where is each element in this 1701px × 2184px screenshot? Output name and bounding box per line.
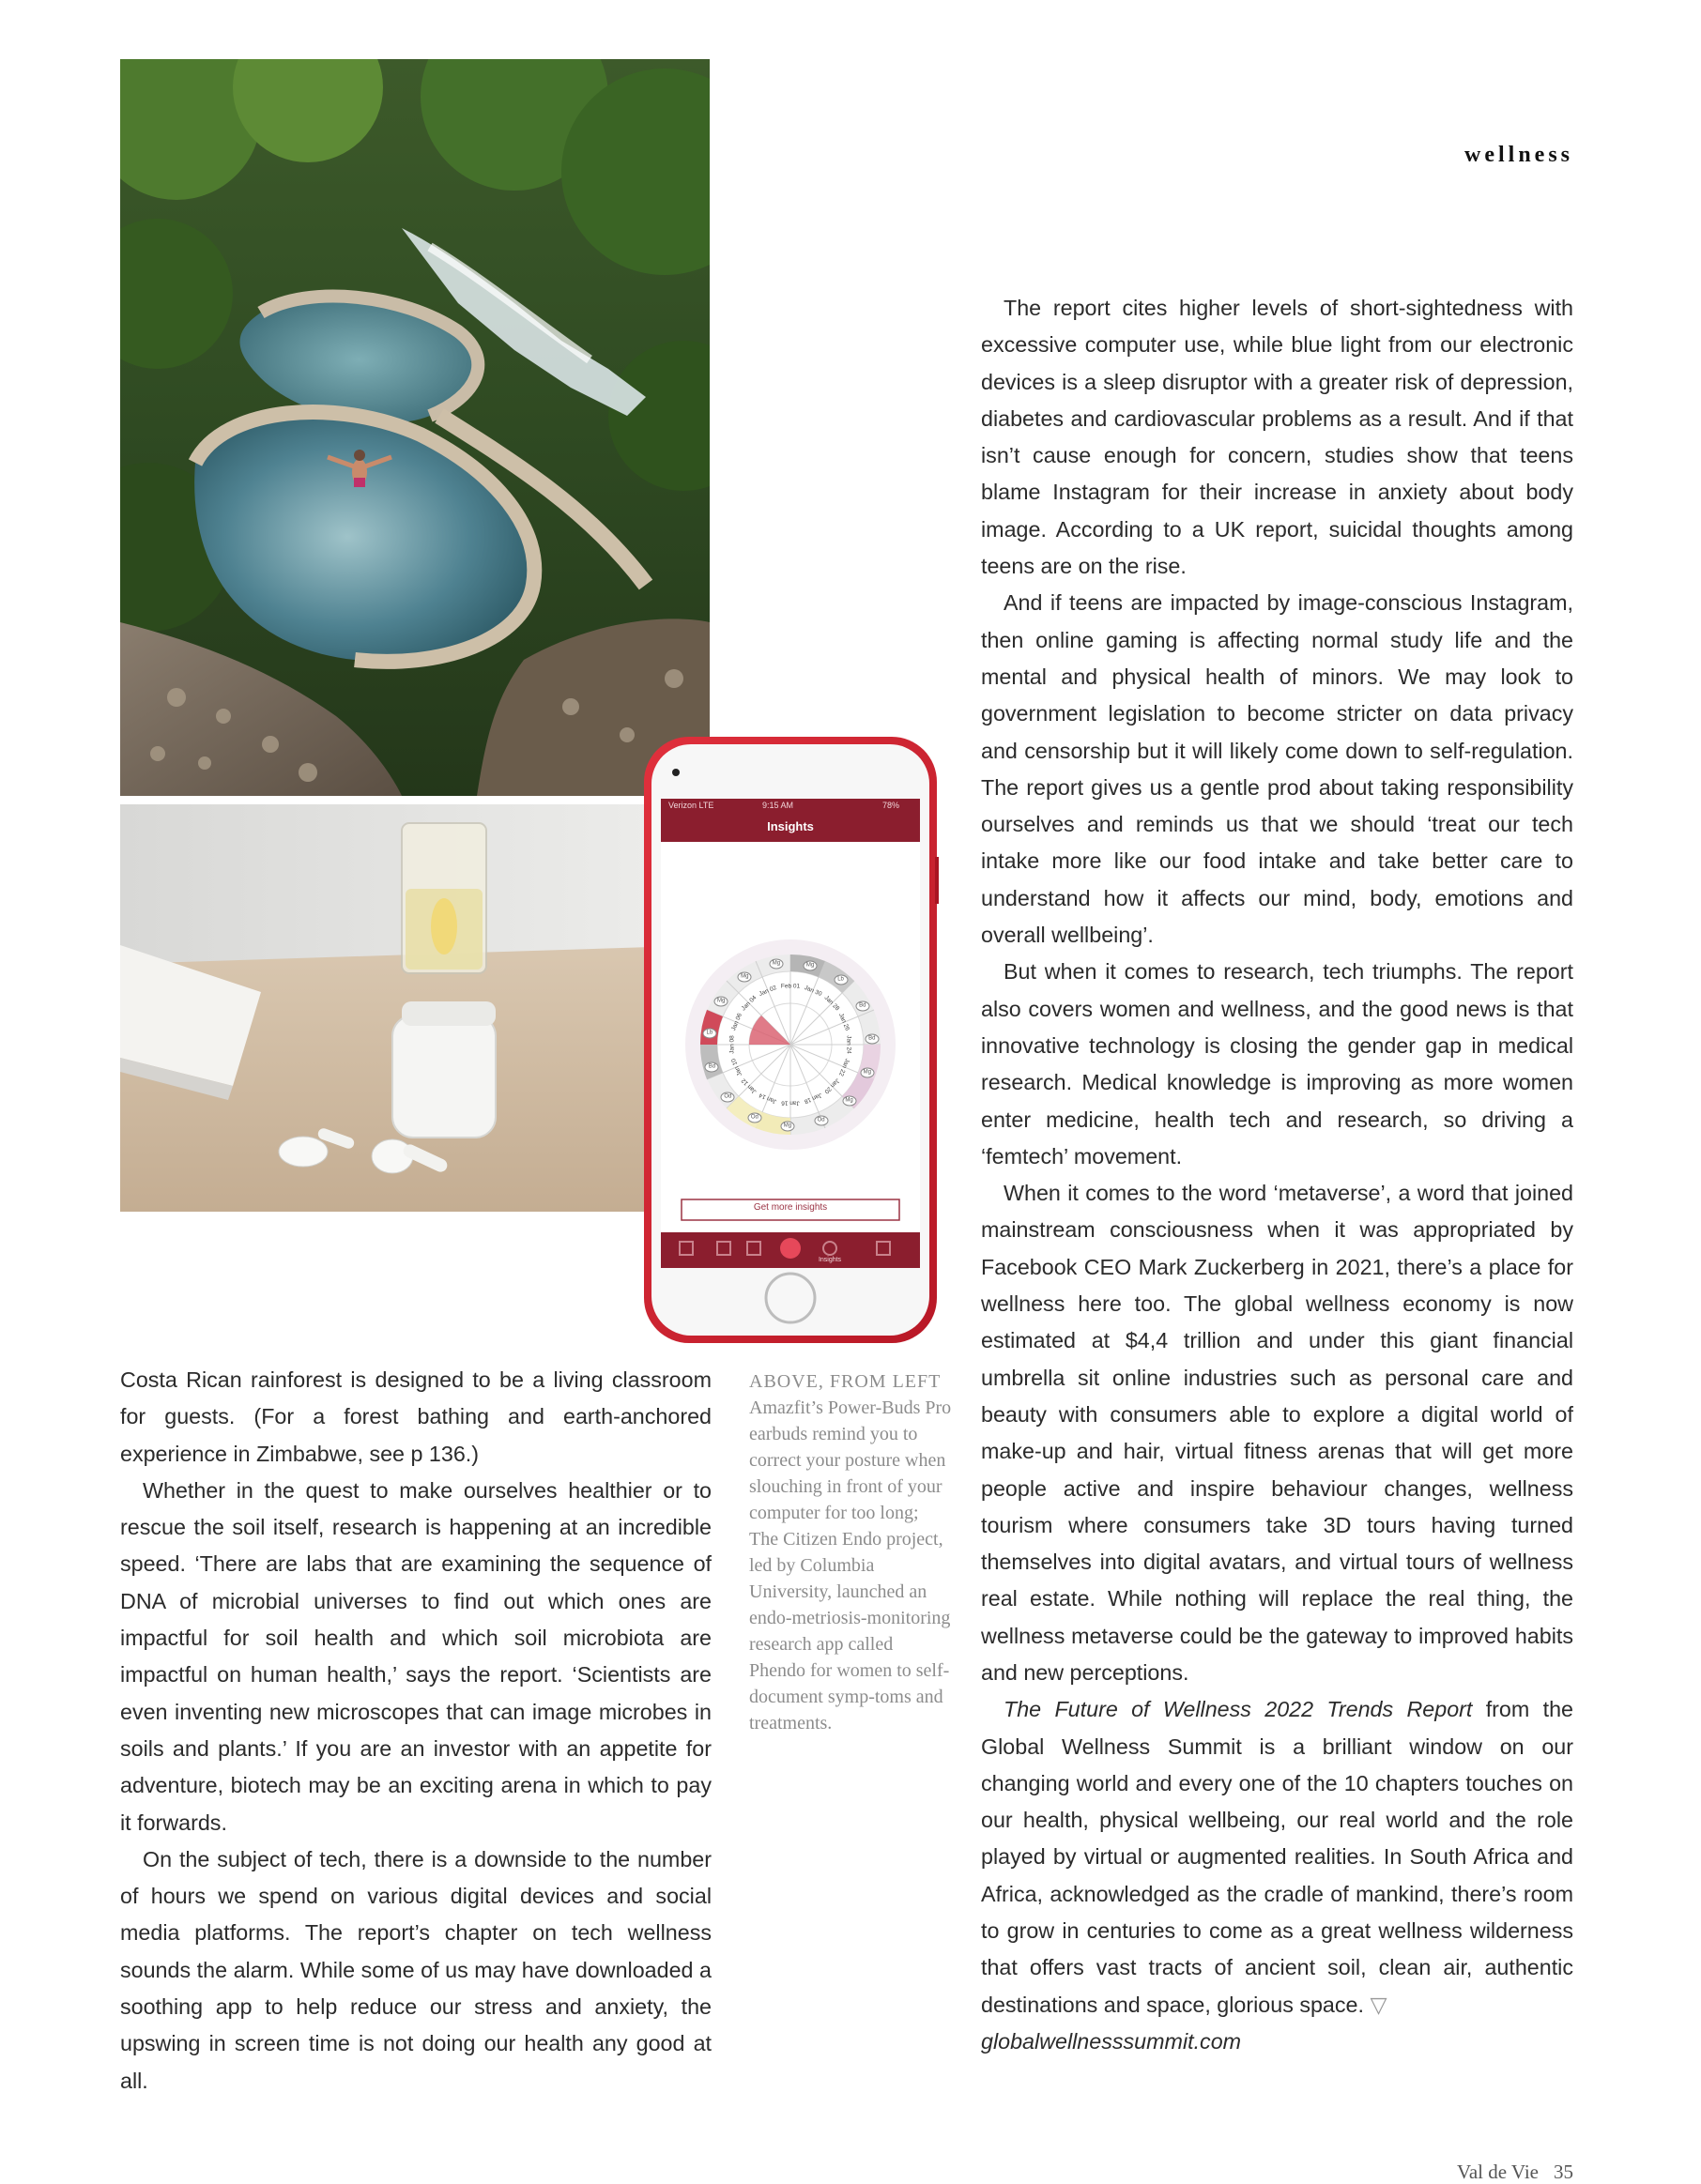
hot-spring-photo xyxy=(120,59,710,796)
wheel-tag: Mg xyxy=(860,1067,874,1077)
cycle-wheel xyxy=(642,735,939,1345)
wheel-tag: Mg xyxy=(780,1121,794,1131)
wheel-tag: Od xyxy=(814,1115,828,1125)
nav-insights-label[interactable]: Insights xyxy=(818,1257,842,1263)
phone-mockup xyxy=(642,735,939,1345)
end-mark-icon: ▽ xyxy=(1370,1992,1387,2017)
wheel-date-label: Jan 04 xyxy=(740,994,759,1013)
closing-paragraph xyxy=(981,1691,1573,2024)
paragraph: And if teens are impacted by image-conscious Instagram, then online gaming is affecting normal study life and the mental and physical health of minors. We may look to government legislation to become stricter on data privacy and censorship but it will likely come down to self-regulation. The report gives us a gentle prod about taking responsibility ourselves and reminds us that we should ‘treat our tech intake more like our food intake and take better care to understand how it affects our mind, body, emotions and overall wellbeing’. xyxy=(981,590,1573,948)
wheel-tag: Mg xyxy=(842,1096,856,1107)
right-column xyxy=(981,290,1573,2060)
wheel-date-label: Jan 08 xyxy=(728,1035,736,1054)
paragraph: Whether in the quest to make ourselves healthier or to rescue the soil itself, research is happening at an incredible speed. ‘There are labs that are examining the sequence of DNA of microbial universes to find out which ones are impactful for soil health and which soil microbiota are impactful on human health,’ says the report. ‘Scientists are even inventing new microscopes that can image microbes in soils and plants.’ If you are an investor with an appetite for adventure, biotech may be an exciting arena in which to pay it forwards. xyxy=(120,1477,712,1835)
wheel-date-label: Jan 30 xyxy=(803,984,823,998)
wheel-date-label: Jan 10 xyxy=(729,1057,743,1077)
paragraph: On the subject of tech, there is a downside to the number of hours we spend on various digital devices and social media platforms. The report’s chapter on tech wellness sounds the alarm. While some of us may have downloaded a soothing app to help reduce our stress and anxiety, the upswing in screen time is not doing our health any good at all. xyxy=(120,1846,712,2093)
left-column xyxy=(120,1362,712,2100)
wheel-date-label: Jan 12 xyxy=(740,1077,759,1095)
paragraph: Costa Rican rainforest is designed to be a living classroom for guests. (For a forest bathing and earth-anchored experience in Zimbabwe, see p 136.) xyxy=(120,1367,712,1466)
paragraph: But when it comes to research, tech triumphs. The report also covers women and wellness, and the good news is that innovative technology is closing the gender gap in medical research. Medical knowledge is improving as more women enter medicine, health tech and research, so driving a ‘femtech’ movement. xyxy=(981,959,1573,1168)
wheel-date-label: Jan 22 xyxy=(837,1057,851,1077)
status-time: 9:15 AM xyxy=(762,801,794,810)
website-link[interactable]: globalwellnesssummit.com xyxy=(981,2028,1242,2054)
wheel-tag: Mg xyxy=(769,959,783,970)
report-title: The Future of Wellness 2022 Trends Report xyxy=(1004,1697,1473,1722)
section-tag: wellness xyxy=(1464,143,1573,167)
wheel-tag: Bd xyxy=(865,1033,879,1044)
wheel-tag: Mg xyxy=(804,960,818,970)
wheel-tag: Mg xyxy=(738,971,752,982)
wheel-tag: Lb xyxy=(834,975,848,985)
wheel-date-label: Jan 24 xyxy=(845,1035,852,1054)
wheel-date-label: Jan 26 xyxy=(837,1012,851,1032)
caption-text: Amazfit’s Power-Buds Pro earbuds remind you to correct your posture when slouching in front of your computer for too long; The Citizen Endo project, led by Columbia University, launched an endo-metriosis-monitoring research app called Phendo for women to self-document symp-toms and treatments. xyxy=(749,1397,952,1733)
wheel-tag: Mg xyxy=(714,996,728,1006)
wheel-tag: Bd xyxy=(705,1061,719,1072)
status-carrier: Verizon LTE xyxy=(668,801,714,810)
folio xyxy=(1389,2161,1573,2184)
wheel-date-label: Jan 20 xyxy=(822,1077,841,1095)
wheel-date-label: Jan 18 xyxy=(803,1092,823,1106)
photo-caption xyxy=(749,1368,952,1736)
wheel-date-label: Jan 06 xyxy=(729,1012,743,1032)
wheel-tag: Od xyxy=(747,1113,761,1123)
caption-lead: ABOVE, FROM LEFT xyxy=(749,1371,942,1392)
page-number: 35 xyxy=(1554,2161,1573,2183)
wheel-date-label: Jan 28 xyxy=(822,994,841,1013)
wheel-date-label: Jan 16 xyxy=(781,1099,800,1107)
closing-text: from the Global Wellness Summit is a brilliant window on our changing world and every one of the 10 chapters touches on our health, physical wellbeing, our real world and the role played by virtual or augmented realities. In South Africa and Africa, acknowledged as the cradle of mankind, there’s room to grow in centuries to come as a great wellness wilderness that offers vast tracts of ancient soil, clean air, authentic destinations and space, glorious space. xyxy=(981,1697,1573,2017)
wheel-tag: Lb xyxy=(702,1028,716,1038)
wheel-tag: Bd xyxy=(855,1001,869,1012)
magazine-name: Val de Vie xyxy=(1457,2161,1539,2183)
earbuds-photo xyxy=(120,804,710,1212)
paragraph: The report cites higher levels of short-sightedness with excessive computer use, while blue light from our electronic devices is a sleep disruptor with a greater risk of depression, diabetes and cardiovascular problems as a result. And if that isn’t cause enough for concern, studies show that teens blame Instagram for their increase in anxiety about body image. According to a UK report, suicidal thoughts among teens are on the rise. xyxy=(981,296,1573,579)
screen-title: Insights xyxy=(767,819,814,833)
status-battery: 78% xyxy=(881,801,899,810)
wheel-date-label: Jan 02 xyxy=(758,984,778,998)
paragraph: When it comes to the word ‘metaverse’, a word that joined mainstream consciousness when it was appropriated by Facebook CEO Mark Zuckerberg in 2021, there’s a place for wellness here too. The global wellness economy is now estimated at $4,4 trillion and under this giant financial umbrella sit online industries such as personal care and beauty with consumers able to explore a digital world of make-up and hair, virtual fitness arenas that will get more people active and inspire behaviour changes, wellness tourism where consumers take 3D tours having turned themselves into digital avatars, and virtual tours of wellness real estate. While nothing will replace the real thing, the wellness metaverse could be the gateway to improved habits and new perceptions. xyxy=(981,1181,1573,1685)
wheel-date-label: Feb 01 xyxy=(780,983,801,990)
wheel-date-label: Jan 14 xyxy=(758,1092,778,1106)
wheel-tag: Od xyxy=(721,1092,735,1102)
get-more-insights-button[interactable]: Get more insights xyxy=(753,1202,828,1213)
